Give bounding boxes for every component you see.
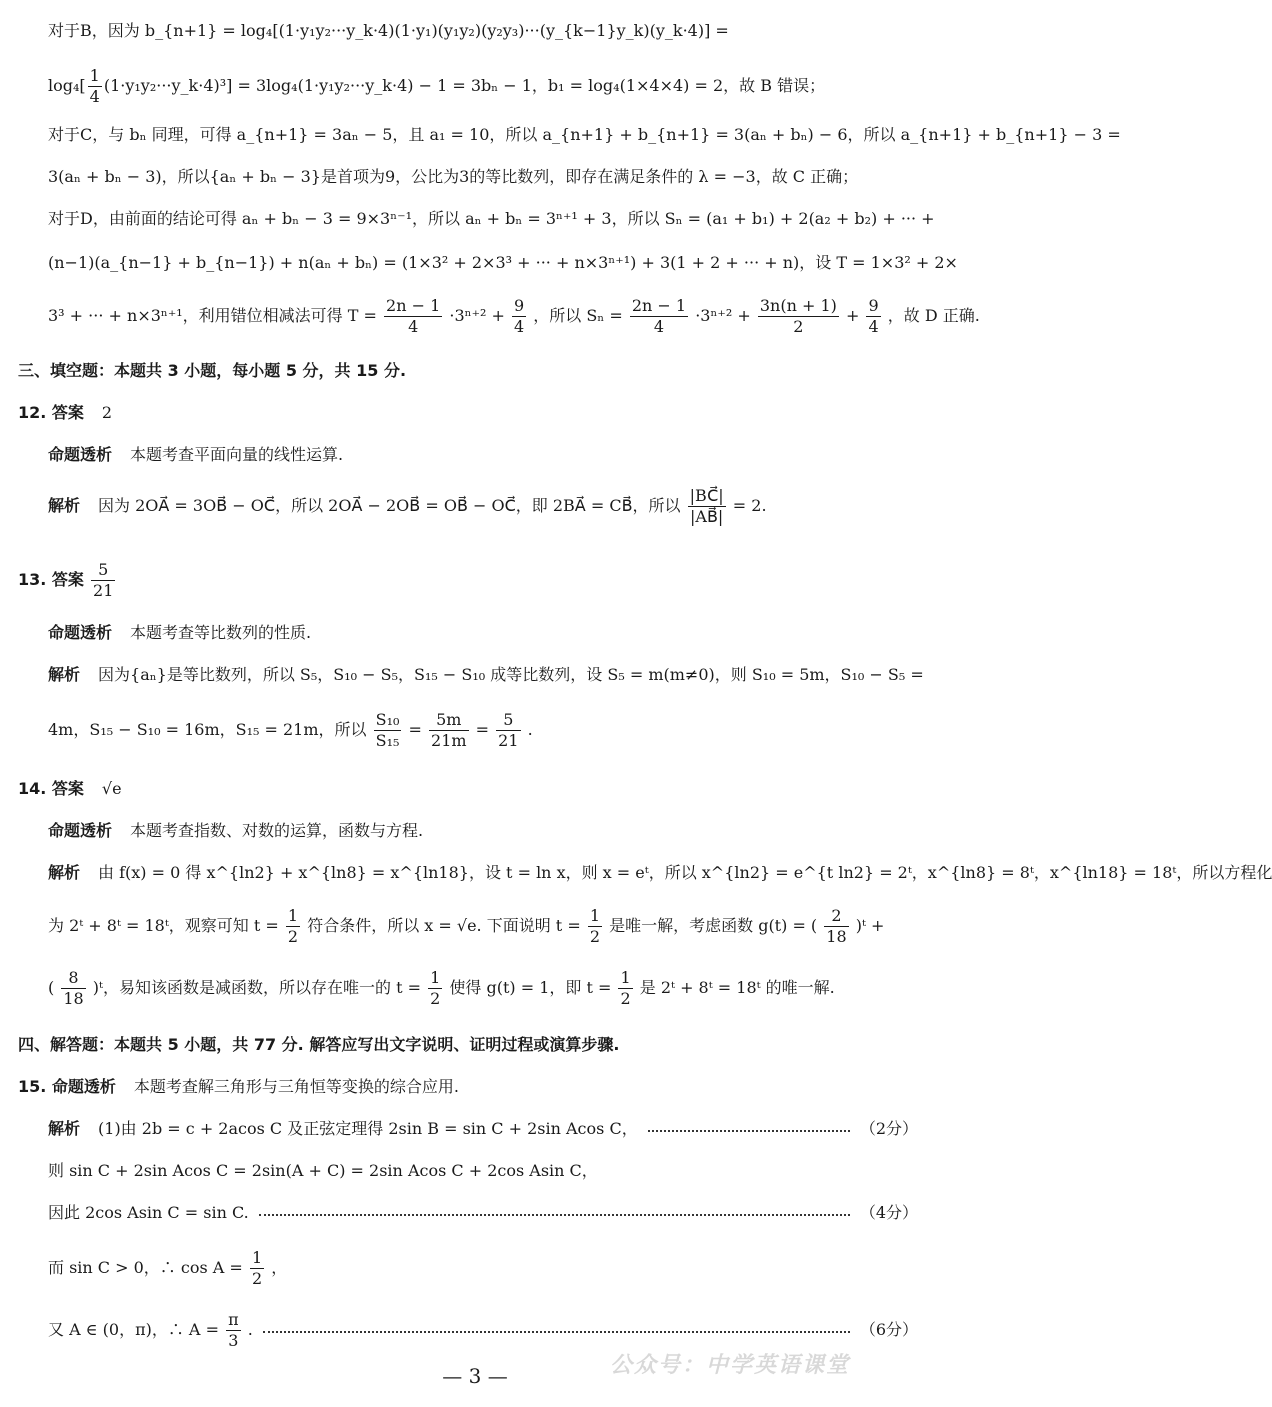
q13-solution-line-2: 4m，S₁₅ − S₁₀ = 16m，S₁₅ = 21m，所以 $\frac{\text{S₁₀}}{\text{S₁₅}}$ = $\frac{5m}{21m}$ = $\frac{5}{21}$ .	[48, 710, 533, 750]
text-line-b-analysis-2: log₄[ $\frac{1}{4}$ (1·y₁y₂···y_k·4)³] = 3log₄(1·y₁y₂···y_k·4) − 1 = 3bₙ − 1，b₁ = log₄(1×4×4) = 2，故 B 错误；	[48, 66, 826, 106]
fraction: $\frac{1}{2}$	[251, 1248, 263, 1288]
fraction: $\frac{2n - 1}{4}$	[631, 296, 687, 336]
dotted-leader	[263, 1331, 850, 1333]
text-line-c-analysis-2: 3(aₙ + bₙ − 3)，所以{aₙ + bₙ − 3}是首项为9，公比为3的等比数列，即存在满足条件的 λ = −3，故 C 正确；	[48, 167, 859, 186]
dotted-leader	[259, 1214, 850, 1216]
text-line-d-analysis-3: 3³ + ··· + n×3ⁿ⁺¹，利用错位相减法可得 T = $\frac{2n - 1}{4}$ ·3ⁿ⁺² + $\frac{9}{4}$ ，所以 Sₙ = $\frac{2n - 1}{4}$ ·3ⁿ⁺² + $\frac{3n(n + 1)}{2}$ + $\frac{9}{4}$ ，故 D 正确.	[48, 296, 980, 336]
q13-intent-line: 命题透析 本题考查等比数列的性质.	[48, 623, 312, 642]
q14-intent-line: 命题透析 本题考查指数、对数的运算，函数与方程.	[48, 821, 424, 840]
fraction: $\frac{1}{2}$	[287, 906, 299, 946]
score-badge: （6分）	[859, 1320, 918, 1339]
q13-solution-line-1: 解析 因为{aₙ}是等比数列，所以 S₅，S₁₀ − S₅，S₁₅ − S₁₀ 成等比数列，设 S₅ = m(m≠0)，则 S₁₀ = 5m，S₁₀ − S₅ =	[48, 665, 924, 684]
score-badge: （2分）	[859, 1119, 918, 1138]
text-line-d-analysis-2: (n−1)(a_{n−1} + b_{n−1}) + n(aₙ + bₙ) = (1×3² + 2×3³ + ··· + n×3ⁿ⁺¹) + 3(1 + 2 + ··· + n)，设 T = 1×3² + 2×	[48, 253, 958, 272]
q14-answer-line: 14. 答案 √e	[18, 779, 122, 798]
q12-solution-line: 解析 因为 2OA⃗ = 3OB⃗ − OC⃗，所以 2OA⃗ − 2OB⃗ = OB⃗ − OC⃗，即 2BA⃗ = CB⃗，所以 $\frac{|BC⃗|}{|AB⃗|}$ = 2.	[48, 486, 767, 526]
q13-answer-line: 13. 答案 $\frac{5}{21}$	[18, 560, 114, 600]
text-line-b-analysis-1: 对于B，因为 b_{n+1} = log₄[(1·y₁y₂···y_k·4)(1·y₁)(y₁y₂)(y₂y₃)···(y_{k−1}y_k)(y_k·4)] =	[48, 21, 729, 40]
fraction: $\frac{5}{21}$	[498, 710, 519, 750]
q14-solution-line-2: 为 2ᵗ + 8ᵗ = 18ᵗ，观察可知 t = $\frac{1}{2}$ 符合条件，所以 x = √e. 下面说明 t = $\frac{1}{2}$ 是唯一解，考虑函数 g(t) = ( $\frac{2}{18}$ )ᵗ +	[48, 906, 885, 946]
q15-step-4: 而 sin C > 0，∴ cos A = $\frac{1}{2}$ ，	[48, 1248, 288, 1288]
fraction: $\frac{1}{2}$	[430, 968, 441, 1008]
q14-solution-line-3: ( $\frac{8}{18}$ )ᵗ，易知该函数是减函数，所以存在唯一的 t = $\frac{1}{2}$ 使得 g(t) = 1，即 t = $\frac{1}{2}$ 是 2ᵗ + 8ᵗ = 18ᵗ 的唯一解.	[48, 968, 835, 1008]
fraction: $\frac{9}{4}$	[868, 296, 879, 336]
fraction: $\frac{9}{4}$	[514, 296, 525, 336]
text-line-d-analysis-1: 对于D，由前面的结论可得 aₙ + bₙ − 3 = 9×3ⁿ⁻¹，所以 aₙ + bₙ = 3ⁿ⁺¹ + 3，所以 Sₙ = (a₁ + b₁) + 2(a₂ + b₂) + ··· +	[48, 209, 935, 228]
section-title-fill-in: 三、填空题：本题共 3 小题，每小题 5 分，共 15 分.	[18, 361, 407, 380]
dotted-leader	[648, 1130, 850, 1132]
q12-intent-line: 命题透析 本题考查平面向量的线性运算.	[48, 445, 344, 464]
text-line-c-analysis-1: 对于C，与 bₙ 同理，可得 a_{n+1} = 3aₙ − 5，且 a₁ = 10，所以 a_{n+1} + b_{n+1} = 3(aₙ + bₙ) − 6，所以 a_{n+1} + b_{n+1} − 3 =	[48, 125, 1121, 144]
q15-step-3: 因此 2cos Asin C = sin C. （4分）	[48, 1198, 918, 1228]
fraction: $\frac{1}{2}$	[589, 906, 601, 946]
q14-solution-line-1: 解析 由 f(x) = 0 得 x^{ln2} + x^{ln8} = x^{ln18}，设 t = ln x，则 x = eᵗ，所以 x^{ln2} = e^{t ln2} = 2ᵗ，x^{ln8} = 8ᵗ，x^{ln18} = 18ᵗ，所以方程化	[48, 863, 1272, 882]
q15-intent-line: 15. 命题透析 本题考查解三角形与三角恒等变换的综合应用.	[18, 1077, 460, 1096]
fraction: $\frac{3n(n + 1)}{2}$	[759, 296, 837, 336]
fraction: $\frac{\pi}{3}$	[228, 1310, 239, 1350]
fraction: $\frac{2n - 1}{4}$	[386, 296, 441, 336]
q12-answer-line: 12. 答案 2	[18, 403, 113, 422]
fraction: $\frac{5}{21}$	[93, 560, 114, 600]
q15-step-1: 解析 (1)由 2b = c + 2acos C 及正弦定理得 2sin B = sin C + 2sin Acos C， （2分）	[48, 1114, 918, 1144]
q15-step-5: 又 A ∈ (0，π)，∴ A = $\frac{\pi}{3}$ . （6分）	[48, 1304, 918, 1356]
fraction: $\frac{\text{S₁₀}}{\text{S₁₅}}$	[375, 710, 400, 750]
watermark: 公众号：中学英语课堂	[610, 1353, 851, 1378]
fraction: $\frac{|BC⃗|}{|AB⃗|}$	[689, 486, 724, 526]
score-badge: （4分）	[859, 1203, 918, 1222]
fraction: $\frac{1}{2}$	[620, 968, 631, 1008]
section-title-problems: 四、解答题：本题共 5 小题，共 77 分. 解答应写出文字说明、证明过程或演算步骤.	[18, 1035, 620, 1054]
fraction: $\frac{5m}{21m}$	[431, 710, 467, 750]
q15-step-2: 则 sin C + 2sin Acos C = 2sin(A + C) = 2sin Acos C + 2cos Asin C，	[48, 1161, 598, 1180]
fraction: $\frac{1}{4}$	[89, 66, 100, 106]
fraction: $\frac{2}{18}$	[826, 906, 847, 946]
page-number: — 3 —	[442, 1364, 508, 1388]
fraction: $\frac{8}{18}$	[63, 968, 84, 1008]
